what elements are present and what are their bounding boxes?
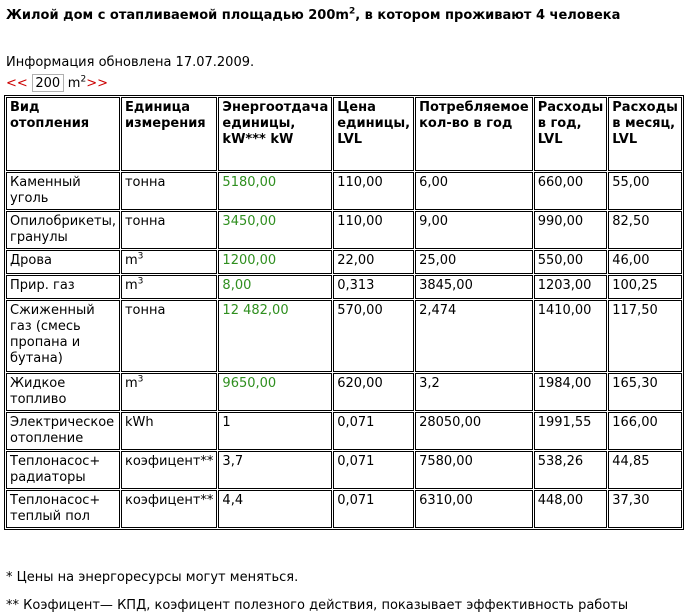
cell-energy: 1200,00 — [218, 250, 332, 274]
cell-energy: 9650,00 — [218, 373, 332, 411]
cell-price: 110,00 — [333, 211, 414, 249]
table-body — [6, 172, 682, 528]
cell-cost-month: 44,85 — [608, 451, 682, 489]
header-price: Цена единицы, LVL — [333, 97, 414, 171]
table-row — [6, 172, 682, 210]
cell-cost-year: 550,00 — [534, 250, 608, 274]
cell-heating-type: Каменный уголь — [6, 172, 120, 210]
header-energy: Энергоотдача единицы, kW*** kW — [218, 97, 332, 171]
cell-energy: 12 482,00 — [218, 300, 332, 372]
cell-heating-type: Электрическое отопление — [6, 412, 120, 450]
cell-energy: 5180,00 — [218, 172, 332, 210]
cell-cost-month: 55,00 — [608, 172, 682, 210]
table-row — [6, 250, 682, 274]
cell-price: 0,071 — [333, 490, 414, 528]
cell-consumption: 7580,00 — [415, 451, 533, 489]
header-consumption: Потребляемое кол-во в год — [415, 97, 533, 171]
cell-price: 110,00 — [333, 172, 414, 210]
header-unit: Единица измерения — [121, 97, 217, 171]
header-cost-month: Расходы в месяц, LVL — [608, 97, 682, 171]
cell-cost-month: 46,00 — [608, 250, 682, 274]
cell-heating-type: Опилобрикеты, гранулы — [6, 211, 120, 249]
header-cost-year: Расходы в год, LVL — [534, 97, 608, 171]
cell-cost-year: 1991,55 — [534, 412, 608, 450]
cell-cost-month: 165,30 — [608, 373, 682, 411]
cell-heating-type: Сжиженный газ (смесь пропана и бутана) — [6, 300, 120, 372]
table-row — [6, 412, 682, 450]
cell-price: 0,313 — [333, 275, 414, 299]
cell-heating-type: Теплонасос+ радиаторы — [6, 451, 120, 489]
cell-consumption: 9,00 — [415, 211, 533, 249]
cell-unit: тонна — [121, 172, 217, 210]
updated-date: Информация обновлена 17.07.2009. — [6, 55, 255, 70]
cell-heating-type: Прир. газ — [6, 275, 120, 299]
next-area-link[interactable]: >> — [86, 75, 108, 91]
cell-price: 0,071 — [333, 412, 414, 450]
table-row — [6, 300, 682, 372]
footnote-coefficient: ** Коэфицент— КПД, коэфицент полезного действия, показывает эффективность работы — [6, 598, 629, 613]
cell-consumption: 28050,00 — [415, 412, 533, 450]
area-unit: $m^2$ — [67, 74, 87, 91]
cell-unit: коэфицент** — [121, 490, 217, 528]
footnote-prices: * Цены на энергоресурсы могут меняться. — [6, 570, 299, 585]
cell-price: 0,071 — [333, 451, 414, 489]
cell-price: 570,00 — [333, 300, 414, 372]
cell-consumption: 25,00 — [415, 250, 533, 274]
cell-cost-year: 1410,00 — [534, 300, 608, 372]
cell-unit: $m^3$ — [121, 250, 217, 274]
cell-energy: 3450,00 — [218, 211, 332, 249]
cell-cost-year: 660,00 — [534, 172, 608, 210]
cell-heating-type: Теплонасос+ теплый пол — [6, 490, 120, 528]
cell-consumption: 6,00 — [415, 172, 533, 210]
cell-heating-type: Дрова — [6, 250, 120, 274]
table-row — [6, 373, 682, 411]
cell-cost-year: 448,00 — [534, 490, 608, 528]
cell-energy: 8,00 — [218, 275, 332, 299]
cell-cost-month: 82,50 — [608, 211, 682, 249]
table-row — [6, 211, 682, 249]
cell-unit: kWh — [121, 412, 217, 450]
table-row — [6, 451, 682, 489]
cell-energy: 4,4 — [218, 490, 332, 528]
cell-price: 22,00 — [333, 250, 414, 274]
cell-unit: $m^3$ — [121, 275, 217, 299]
cell-cost-month: 166,00 — [608, 412, 682, 450]
table-row — [6, 490, 682, 528]
cell-cost-month: 117,50 — [608, 300, 682, 372]
cell-cost-month: 100,25 — [608, 275, 682, 299]
page-title: Жилой дом с отапливаемой площадью $200m^2$, в котором проживают 4 человека — [6, 6, 621, 23]
cell-consumption: 2,474 — [415, 300, 533, 372]
cell-consumption: 3845,00 — [415, 275, 533, 299]
cell-unit: тонна — [121, 300, 217, 372]
cell-cost-year: 1203,00 — [534, 275, 608, 299]
cell-energy: 3,7 — [218, 451, 332, 489]
cell-unit: $m^3$ — [121, 373, 217, 411]
cell-cost-month: 37,30 — [608, 490, 682, 528]
cell-cost-year: 1984,00 — [534, 373, 608, 411]
cell-consumption: 6310,00 — [415, 490, 533, 528]
header-heating-type: Вид отопления — [6, 97, 120, 171]
cell-consumption: 3,2 — [415, 373, 533, 411]
table-row — [6, 275, 682, 299]
cell-cost-year: 538,26 — [534, 451, 608, 489]
cell-price: 620,00 — [333, 373, 414, 411]
table-header-row — [6, 97, 682, 171]
cell-unit: тонна — [121, 211, 217, 249]
prev-area-link[interactable]: << — [6, 75, 28, 91]
cell-heating-type: Жидкое топливо — [6, 373, 120, 411]
area-selector — [6, 71, 108, 95]
cell-unit: коэфицент** — [121, 451, 217, 489]
heating-cost-table — [4, 95, 684, 530]
cell-cost-year: 990,00 — [534, 211, 608, 249]
area-input[interactable] — [32, 74, 64, 92]
cell-energy: 1 — [218, 412, 332, 450]
